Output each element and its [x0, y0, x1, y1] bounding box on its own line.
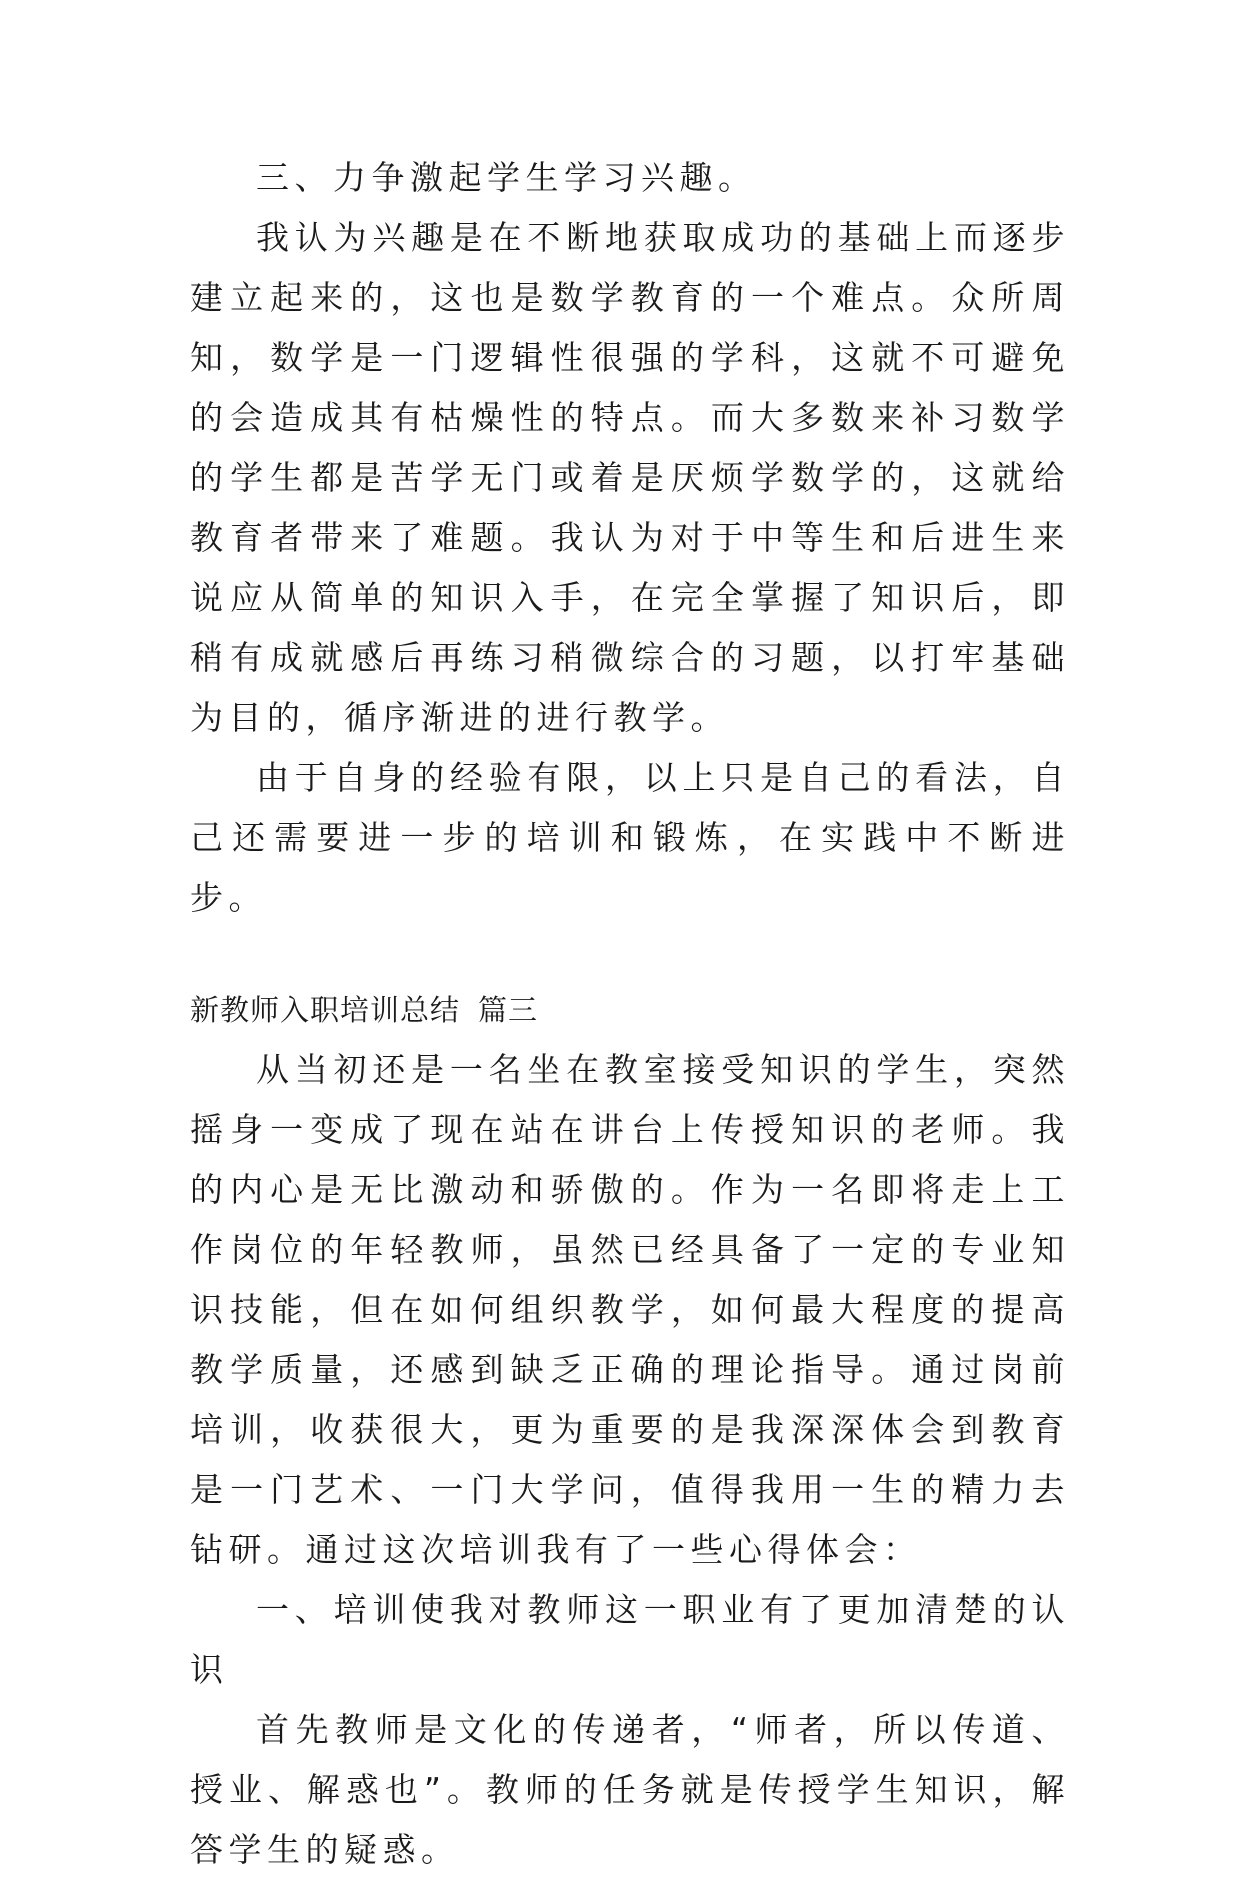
paragraph-heading-one: 一、培训使我对教师这一职业有了更加清楚的认识 — [190, 1590, 1070, 1689]
paragraph-experience: 由于自身的经验有限，以上只是自己的看法，自己还需要进一步的培训和锻炼，在实践中不断进步。 — [190, 758, 1070, 917]
paragraph-interest: 我认为兴趣是在不断地获取成功的基础上而逐步建立起来的，这也是数学教育的一个难点。众所周知，数学是一门逻辑性很强的学科，这就不可避免的会造成其有枯燥性的特点。而大多数来补习数学的学生都是苦学无门或着是厌烦学数学的，这就给教育者带来了难题。我认为对于中等生和后进生来说应从简单的知识入手，在完全掌握了知识后，即稍有成就感后再练习稍微综合的习题，以打牢基础为目的，循序渐进的进行教学。 — [190, 218, 1070, 737]
paragraph-intro: 从当初还是一名坐在教室接受知识的学生，突然摇身一变成了现在站在讲台上传授知识的老师。我的内心是无比激动和骄傲的。作为一名即将走上工作岗位的年轻教师，虽然已经具备了一定的专业知识技能，但在如何组织教学，如何最大程度的提高教学质量，还感到缺乏正确的理论指导。通过岗前培训，收获很大，更为重要的是我深深体会到教育是一门艺术、一门大学问，值得我用一生的精力去钻研。通过这次培训我有了一些心得体会： — [190, 1050, 1070, 1569]
paragraph-heading-three: 三、力争激起学生学习兴趣。 — [256, 158, 757, 197]
section-title — [190, 980, 1070, 1040]
section-title-text: 新教师入职培训总结 — [190, 993, 461, 1027]
section-part-label: 篇三 — [478, 993, 539, 1027]
document-body — [190, 148, 1070, 1880]
paragraph-teacher-role: 首先教师是文化的传递者，“师者，所以传道、授业、解惑也”。教师的任务就是传授学生知识，解答学生的疑惑。 — [190, 1710, 1070, 1869]
